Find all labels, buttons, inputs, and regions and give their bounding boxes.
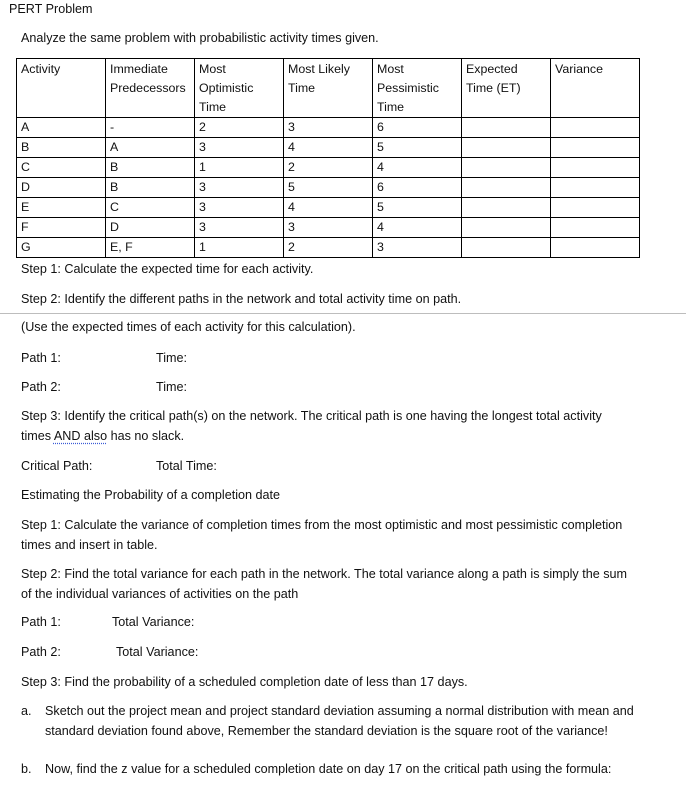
cell-most-likely: 3 <box>284 218 373 238</box>
cell-pessimistic: 4 <box>373 158 462 178</box>
list-text-a: Sketch out the project mean and project standard deviation assuming a normal distribution with mean and standard deviation found above, Remember the standard deviation is the square root of the variance! <box>45 704 634 738</box>
cell-variance <box>551 158 640 178</box>
cell-predecessors: B <box>106 158 195 178</box>
step3-critical-path <box>21 407 631 446</box>
pert-activity-table <box>16 58 640 258</box>
step1-expected-time: Step 1: Calculate the expected time for each activity. <box>21 262 314 276</box>
cell-variance <box>551 178 640 198</box>
cell-optimistic: 3 <box>195 138 284 158</box>
cell-pessimistic: 4 <box>373 218 462 238</box>
path1-time-label: Time: <box>156 351 188 365</box>
section-divider <box>0 313 686 314</box>
cell-activity: C <box>17 158 106 178</box>
header-expected-time <box>462 59 551 118</box>
cell-most-likely: 4 <box>284 198 373 218</box>
cell-pessimistic: 5 <box>373 198 462 218</box>
step3-text-part2: has no slack. <box>107 428 185 443</box>
cell-optimistic: 1 <box>195 238 284 258</box>
header-line: Pessimistic <box>377 81 439 95</box>
header-most-likely <box>284 59 373 118</box>
cell-optimistic: 3 <box>195 198 284 218</box>
cell-expected-time <box>462 218 551 238</box>
variance-path2-total: Total Variance: <box>116 645 199 659</box>
table-row <box>17 158 640 178</box>
cell-activity: A <box>17 118 106 138</box>
cell-variance <box>551 198 640 218</box>
cell-pessimistic: 6 <box>373 118 462 138</box>
step3-text-part1: Step 3: Identify the critical path(s) on the network. The critical path is one having the longest total activity times <box>21 409 602 443</box>
header-line: Expected <box>466 62 518 76</box>
table-row <box>17 198 640 218</box>
header-line: Time <box>288 81 316 95</box>
cell-activity: G <box>17 238 106 258</box>
cell-most-likely: 5 <box>284 178 373 198</box>
variance-step2: Step 2: Find the total variance for each path in the network. The total variance along a path is simply the sum of the individual variances of activities on the path <box>21 567 628 601</box>
step3-emphasis: AND also <box>53 428 108 443</box>
list-marker-a: a. <box>21 704 32 718</box>
cell-most-likely: 2 <box>284 158 373 178</box>
header-line: Time <box>377 100 405 114</box>
critical-path-label: Critical Path: <box>21 459 93 473</box>
header-line: Most Likely <box>288 62 350 76</box>
path2-time-label: Time: <box>156 380 188 394</box>
cell-optimistic: 3 <box>195 178 284 198</box>
cell-pessimistic: 5 <box>373 138 462 158</box>
cell-activity: D <box>17 178 106 198</box>
cell-expected-time <box>462 238 551 258</box>
probability-step3: Step 3: Find the probability of a scheduled completion date of less than 17 days. <box>21 675 468 689</box>
header-line: Activity <box>21 62 61 76</box>
cell-activity: E <box>17 198 106 218</box>
header-predecessors <box>106 59 195 118</box>
cell-activity: F <box>17 218 106 238</box>
path2-label: Path 2: <box>21 380 61 394</box>
intro-text: Analyze the same problem with probabilistic activity times given. <box>21 31 379 45</box>
variance-path2-label: Path 2: <box>21 645 61 659</box>
cell-variance <box>551 138 640 158</box>
cell-most-likely: 2 <box>284 238 373 258</box>
table-row <box>17 138 640 158</box>
cell-predecessors: C <box>106 198 195 218</box>
table-row <box>17 218 640 238</box>
path1-label: Path 1: <box>21 351 61 365</box>
header-line: Variance <box>555 62 603 76</box>
cell-optimistic: 2 <box>195 118 284 138</box>
table-row <box>17 178 640 198</box>
table-header-row <box>17 59 640 118</box>
cell-predecessors: A <box>106 138 195 158</box>
header-line: Time (ET) <box>466 81 521 95</box>
critical-total-time-label: Total Time: <box>156 459 217 473</box>
cell-expected-time <box>462 198 551 218</box>
probability-heading: Estimating the Probability of a completion date <box>21 488 281 502</box>
table-row <box>17 118 640 138</box>
cell-pessimistic: 6 <box>373 178 462 198</box>
cell-expected-time <box>462 138 551 158</box>
header-variance <box>551 59 640 118</box>
cell-expected-time <box>462 118 551 138</box>
cell-most-likely: 4 <box>284 138 373 158</box>
cell-variance <box>551 118 640 138</box>
header-line: Optimistic <box>199 81 254 95</box>
page-title: PERT Problem <box>9 2 93 16</box>
cell-variance <box>551 238 640 258</box>
header-optimistic <box>195 59 284 118</box>
cell-predecessors: E, F <box>106 238 195 258</box>
header-pessimistic <box>373 59 462 118</box>
header-line: Time <box>199 100 227 114</box>
expected-times-note: (Use the expected times of each activity for this calculation). <box>21 320 356 334</box>
table-row <box>17 238 640 258</box>
header-line: Most <box>377 62 404 76</box>
variance-step1: Step 1: Calculate the variance of completion times from the most optimistic and most pessimistic completion times and insert in table. <box>21 518 623 552</box>
cell-predecessors: B <box>106 178 195 198</box>
list-marker-b: b. <box>21 762 32 776</box>
cell-optimistic: 1 <box>195 158 284 178</box>
header-line: Predecessors <box>110 81 186 95</box>
cell-pessimistic: 3 <box>373 238 462 258</box>
step2-identify-paths: Step 2: Identify the different paths in the network and total activity time on path. <box>21 292 462 306</box>
header-activity <box>17 59 106 118</box>
cell-variance <box>551 218 640 238</box>
cell-expected-time <box>462 158 551 178</box>
cell-predecessors: - <box>106 118 195 138</box>
header-line: Most <box>199 62 226 76</box>
header-line: Immediate <box>110 62 168 76</box>
cell-expected-time <box>462 178 551 198</box>
cell-most-likely: 3 <box>284 118 373 138</box>
variance-path1-label: Path 1: <box>21 615 61 629</box>
cell-activity: B <box>17 138 106 158</box>
cell-predecessors: D <box>106 218 195 238</box>
cell-optimistic: 3 <box>195 218 284 238</box>
list-text-b: Now, find the z value for a scheduled completion date on day 17 on the critical path using the formula: <box>45 762 612 776</box>
variance-path1-total: Total Variance: <box>112 615 195 629</box>
